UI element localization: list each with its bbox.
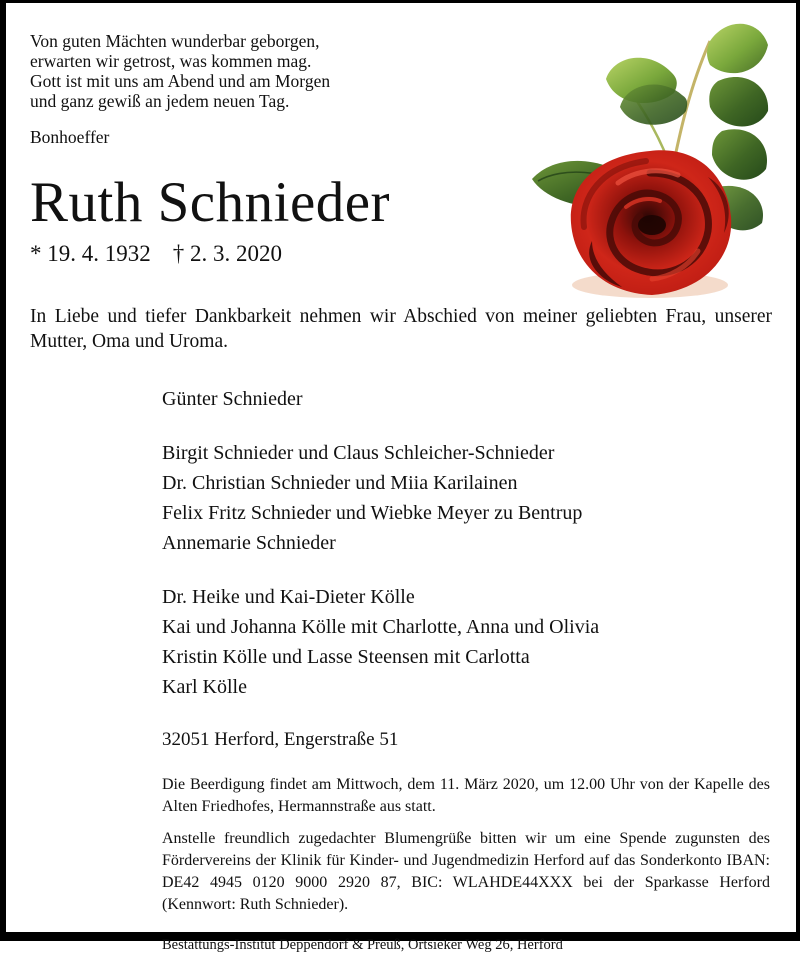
poem-line: erwarten wir getrost, was kommen mag. bbox=[30, 51, 312, 71]
mourner-line: Birgit Schnieder und Claus Schleicher-Schnieder bbox=[162, 442, 555, 464]
memorial-poem bbox=[30, 31, 770, 147]
mourner-line: Kai und Johanna Kölle mit Charlotte, Anna und Olivia bbox=[162, 616, 600, 638]
donation-details: Anstelle freundlich zugedachter Blumengrüße bitten wir um eine Spende zugunsten des Fördervereins der Klinik für Kinder- und Jugendmedizin Herford auf das Sonderkonto IBAN: DE42 4945 0120 9000 2920 87, BIC: WLAHDE44XXX bei der Sparkasse Herford (Kennwort: Ruth Schnieder). bbox=[162, 830, 770, 913]
mourner-line: Dr. Christian Schnieder und Miia Karilainen bbox=[162, 472, 518, 494]
death-date: † 2. 3. 2020 bbox=[172, 241, 282, 266]
poem-line: Von guten Mächten wunderbar geborgen, bbox=[30, 31, 320, 51]
mourner-line: Felix Fritz Schnieder und Wiebke Meyer zu Bentrup bbox=[162, 502, 583, 524]
mourner-group-1 bbox=[162, 438, 770, 558]
mourner-primary: Günter Schnieder bbox=[162, 388, 303, 410]
mourner-line: Annemarie Schnieder bbox=[162, 532, 336, 554]
poem-line: und ganz gewiß an jedem neuen Tag. bbox=[30, 91, 290, 111]
deceased-name: Ruth Schnieder bbox=[30, 171, 391, 234]
intro-text: In Liebe und tiefer Dankbarkeit nehmen wir Abschied von meiner geliebten Frau, unserer Mutter, Oma und Uroma. bbox=[30, 306, 772, 352]
funeral-details: Die Beerdigung findet am Mittwoch, dem 11. März 2020, um 12.00 Uhr von der Kapelle des Alten Friedhofes, Hermannstraße aus statt. bbox=[162, 776, 770, 815]
poem-line: Gott ist mit uns am Abend und am Morgen bbox=[30, 71, 331, 91]
life-dates bbox=[30, 240, 770, 268]
mourner-group-2 bbox=[162, 582, 770, 702]
funeral-home-line: Bestattungs-Institut Deppendorf & Preuß, Ortsieker Weg 26, Herford bbox=[162, 937, 563, 953]
mourner-line: Dr. Heike und Kai-Dieter Kölle bbox=[162, 586, 415, 608]
birth-date: * 19. 4. 1932 bbox=[30, 241, 151, 266]
notice-content bbox=[6, 3, 796, 954]
mourner-line: Karl Kölle bbox=[162, 676, 247, 698]
address-line: 32051 Herford, Engerstraße 51 bbox=[162, 729, 399, 750]
mourner-line: Kristin Kölle und Lasse Steensen mit Carlotta bbox=[162, 646, 530, 668]
mourners-block bbox=[162, 384, 770, 954]
poem-author: Bonhoeffer bbox=[30, 127, 110, 147]
